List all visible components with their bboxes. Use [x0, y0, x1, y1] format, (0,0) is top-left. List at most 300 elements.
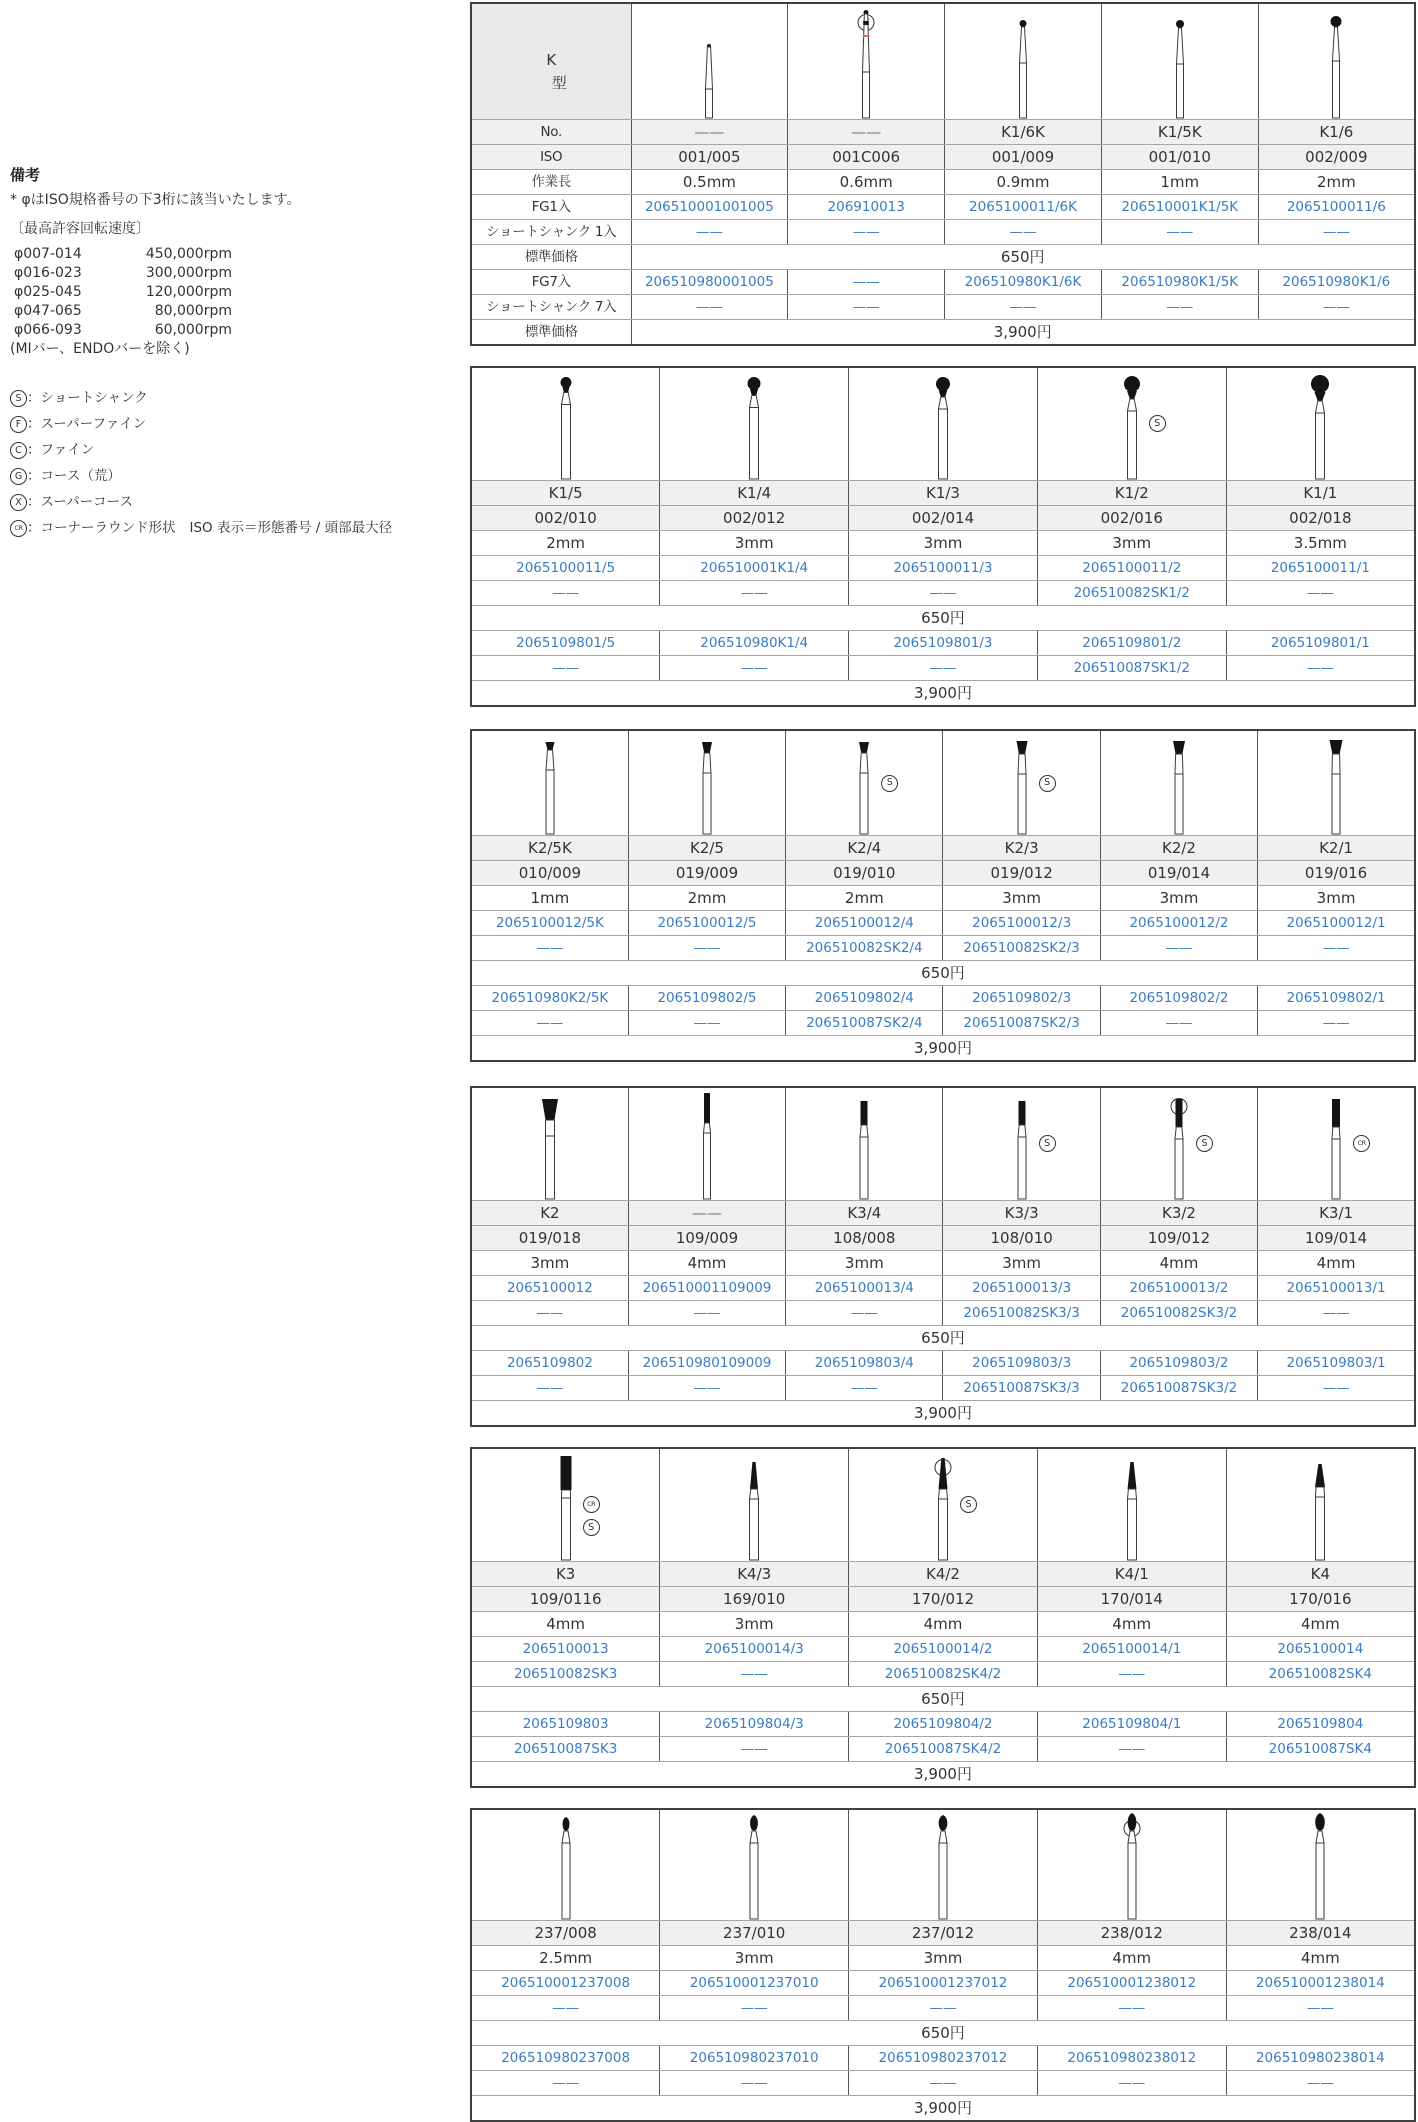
product-code-link[interactable]: 2065109802/3: [943, 986, 1100, 1011]
legend-colon: ：: [27, 468, 41, 484]
product-code-link[interactable]: 2065109802: [471, 1351, 628, 1376]
bur-image-cell: [1037, 1448, 1226, 1562]
bur-image-cell: [1227, 1810, 1414, 1920]
ss7-row: [471, 1737, 1415, 1762]
product-code-link[interactable]: 2065109802/2: [1100, 986, 1257, 1011]
product-code-link[interactable]: 2065100014/3: [660, 1637, 849, 1662]
work-length-cell: 0.9mm: [945, 170, 1102, 195]
iso-row: [471, 145, 1415, 170]
no-row: [471, 481, 1415, 506]
legend-item: [10, 493, 450, 512]
s-shortshank-icon: S: [881, 775, 898, 792]
iso-code-cell: 019/014: [1100, 861, 1257, 886]
product-code-link[interactable]: 206510087SK2/4: [786, 1011, 943, 1036]
dash-placeholder: ——: [1100, 1011, 1257, 1036]
model-no-cell: K4: [1226, 1562, 1415, 1587]
iso-row: [471, 1921, 1415, 1946]
legend-colon: ：: [27, 390, 41, 406]
work-length-cell: 3mm: [943, 1251, 1100, 1276]
iso-code-cell: 238/012: [1037, 1921, 1226, 1946]
iso-code-cell: 001C006: [788, 145, 945, 170]
price-row: [471, 2096, 1415, 2122]
product-code-link[interactable]: 2065100013: [471, 1637, 660, 1662]
dash-placeholder: ——: [628, 1376, 785, 1401]
product-code-link[interactable]: 206510980238012: [1037, 2046, 1226, 2071]
iso-code-cell: 108/008: [786, 1226, 943, 1251]
product-code-link[interactable]: 2065109803: [471, 1712, 660, 1737]
dash-placeholder: ——: [788, 220, 945, 245]
work-length-cell: 3mm: [849, 531, 1038, 556]
fg1-row: [471, 556, 1415, 581]
inverted-cone-bur-icon: [1000, 740, 1044, 835]
product-table: [470, 1086, 1416, 1427]
product-code-link[interactable]: 206510082SK1/2: [1037, 581, 1226, 606]
product-code-link[interactable]: 2065100012: [471, 1276, 628, 1301]
ss1-row: [471, 220, 1415, 245]
product-code-link[interactable]: 2065109804: [1226, 1712, 1415, 1737]
legend-colon: ：: [27, 520, 41, 536]
work-length-cell: 3mm: [849, 1946, 1038, 1971]
iso-code-cell: 002/014: [849, 506, 1038, 531]
bur-image-cell: [660, 367, 849, 481]
micro-round-bur-banded-icon: [844, 9, 888, 119]
bur-image-cell: [1226, 367, 1415, 481]
len-row: [471, 170, 1415, 195]
price-row: [471, 1401, 1415, 1427]
product-code-link[interactable]: 206510980237010: [660, 2046, 849, 2071]
legend-label: コーナーラウンド形状: [40, 520, 176, 536]
dash-placeholder: ——: [788, 295, 945, 320]
ss1-row: [471, 936, 1415, 961]
iso-code-cell: 170/016: [1226, 1587, 1415, 1612]
row-label-cell: FG7入: [471, 270, 631, 295]
product-code-link[interactable]: 206510087SK3: [471, 1737, 660, 1762]
flame-bur-icon: [1110, 1812, 1154, 1920]
bur-image-cell: [472, 1088, 628, 1200]
bur-image-cell: [786, 730, 943, 836]
bur-image-row: [471, 1448, 1415, 1562]
s-shortshank-icon: S: [1196, 1135, 1213, 1152]
flame-bur-icon: [544, 1816, 588, 1920]
bur-image-cell: [1259, 4, 1414, 119]
bur-image-cell: [471, 1448, 660, 1562]
dash-placeholder: ——: [1226, 1996, 1415, 2021]
type-letter: K: [546, 50, 557, 69]
dash-placeholder: ——: [660, 1996, 849, 2021]
speed-rpm: 450,000rpm: [145, 246, 232, 262]
bur-image-cell: [471, 1809, 660, 1921]
work-length-cell: 3mm: [660, 1612, 849, 1637]
row-label-cell: ISO: [471, 145, 631, 170]
product-code-link[interactable]: 206510082SK4: [1226, 1662, 1415, 1687]
product-code-link[interactable]: 206510082SK2/4: [786, 936, 943, 961]
round-bur-icon: [1298, 374, 1342, 480]
dash-placeholder: ——: [849, 581, 1038, 606]
bur-image-cell: [1101, 731, 1257, 835]
product-code-link[interactable]: 2065100011/6K: [945, 195, 1102, 220]
legend-item: [10, 519, 450, 538]
product-code-link[interactable]: 206510980K2/5K: [471, 986, 628, 1011]
round-bur-icon: [1158, 19, 1202, 119]
legend-iso-note: ISO 表示＝形態番号 / 頭部最大径: [189, 520, 393, 536]
dash-placeholder: ——: [471, 2071, 660, 2096]
bur-image-cell: [943, 730, 1100, 836]
work-length-cell: 0.6mm: [788, 170, 945, 195]
product-table-k1-small: [470, 2, 1416, 346]
micro-round-bur-icon: [687, 43, 731, 119]
product-code-link[interactable]: 2065109803/2: [1100, 1351, 1257, 1376]
product-code-link[interactable]: 2065109804/3: [660, 1712, 849, 1737]
product-code-link[interactable]: 2065100013/4: [786, 1276, 943, 1301]
work-length-cell: 0.5mm: [631, 170, 788, 195]
bur-image-cell: [1038, 368, 1226, 480]
product-code-link[interactable]: 206510082SK3/3: [943, 1301, 1100, 1326]
cr-cornerround-icon: CR: [583, 1496, 600, 1513]
c-fine-icon: C: [10, 442, 27, 459]
product-code-link[interactable]: 2065100012/5K: [471, 911, 628, 936]
dash-placeholder: ——: [660, 1737, 849, 1762]
fg7-row: [471, 986, 1415, 1011]
speed-exclusion: (MIバー、ENDOバーを除く): [10, 341, 190, 357]
fg1-row: [471, 195, 1415, 220]
product-code-link[interactable]: 2065100012/5: [628, 911, 785, 936]
product-code-link[interactable]: 2065100014/2: [849, 1637, 1038, 1662]
model-no-cell: K2/3: [943, 836, 1100, 861]
dash-placeholder: ——: [1037, 1996, 1226, 2021]
type-kanji: 型: [551, 73, 567, 92]
inverted-cone-bur-icon: [528, 1098, 572, 1200]
product-code-link[interactable]: 2065109803/4: [786, 1351, 943, 1376]
product-code-link[interactable]: 2065100013/1: [1258, 1276, 1415, 1301]
work-length-cell: 4mm: [849, 1612, 1038, 1637]
product-code-link[interactable]: 2065109803/1: [1258, 1351, 1415, 1376]
product-code-link[interactable]: 206510082SK3/2: [1100, 1301, 1257, 1326]
product-code-link[interactable]: 206510980237008: [471, 2046, 660, 2071]
product-code-link[interactable]: 2065109802/4: [786, 986, 943, 1011]
product-code-link[interactable]: 206510087SK4: [1226, 1737, 1415, 1762]
dash-placeholder: ——: [788, 270, 945, 295]
product-code-link[interactable]: 2065109803/3: [943, 1351, 1100, 1376]
work-length-cell: 4mm: [628, 1251, 785, 1276]
ss7-row: [471, 1011, 1415, 1036]
product-code-link[interactable]: 206510087SK3/3: [943, 1376, 1100, 1401]
product-code-link[interactable]: 2065100012/1: [1258, 911, 1415, 936]
cylinder-bur-icon: [1157, 1098, 1201, 1200]
product-code-link[interactable]: 206510001K1/5K: [1101, 195, 1258, 220]
dash-placeholder: ——: [471, 1011, 628, 1036]
product-code-link[interactable]: 206910013: [788, 195, 945, 220]
product-code-link[interactable]: 206510001237010: [660, 1971, 849, 1996]
legend-colon: ：: [27, 494, 41, 510]
work-length-cell: 4mm: [1037, 1612, 1226, 1637]
model-no-cell: K4/1: [1037, 1562, 1226, 1587]
product-code-link[interactable]: 206510001237008: [471, 1971, 660, 1996]
dash-placeholder: ——: [471, 656, 660, 681]
price-value: 3,900円: [471, 1762, 1415, 1788]
speed-rpm: 80,000rpm: [154, 303, 232, 319]
bur-image-row: [471, 367, 1415, 481]
iso-code-cell: 019/016: [1258, 861, 1415, 886]
product-code-link[interactable]: 2065100014: [1226, 1637, 1415, 1662]
ss1-row: [471, 1662, 1415, 1687]
work-length-cell: 4mm: [1037, 1946, 1226, 1971]
product-code-link[interactable]: 2065100011/6: [1258, 195, 1415, 220]
product-code-link[interactable]: 2065100012/2: [1100, 911, 1257, 936]
bur-image-cell: [629, 1088, 785, 1200]
product-code-link[interactable]: 2065100012/3: [943, 911, 1100, 936]
product-code-link[interactable]: 2065109801/2: [1037, 631, 1226, 656]
inverted-cone-bur-icon: [1157, 740, 1201, 835]
cylinder-bur-icon: [842, 1100, 886, 1200]
product-code-link[interactable]: 206510980109009: [628, 1351, 785, 1376]
fg1-row: [471, 1971, 1415, 1996]
bur-image-row: [471, 730, 1415, 836]
iso-code-cell: 010/009: [471, 861, 628, 886]
dash-placeholder: ——: [1258, 1376, 1415, 1401]
product-code-link[interactable]: 2065109804/1: [1037, 1712, 1226, 1737]
product-code-link[interactable]: 2065100011/5: [471, 556, 660, 581]
product-code-link[interactable]: 206510980K1/6K: [945, 270, 1102, 295]
product-code-link[interactable]: 206510087SK3/2: [1100, 1376, 1257, 1401]
work-length-cell: 3mm: [943, 886, 1100, 911]
s-shortshank-icon: S: [1039, 1135, 1056, 1152]
model-no-cell: K1/1: [1226, 481, 1415, 506]
flame-bur-icon: [921, 1814, 965, 1920]
cr-cornerround-icon: CR: [1353, 1135, 1370, 1152]
f-superfine-icon: F: [10, 416, 27, 433]
cylinder-bur-icon: [544, 1455, 588, 1561]
bur-image-cell: [628, 730, 785, 836]
price-row: [471, 1762, 1415, 1788]
bur-image-cell: [786, 1087, 943, 1201]
bur-image-cell: [1101, 3, 1258, 120]
bur-image-row: [471, 3, 1415, 120]
dash-placeholder: ——: [628, 1011, 785, 1036]
legend-label: ショートシャンク: [40, 390, 148, 406]
fg7-row: [471, 631, 1415, 656]
price-row: [471, 1036, 1415, 1062]
product-code-link[interactable]: 206510980238014: [1226, 2046, 1415, 2071]
speed-range: φ047-065: [14, 303, 82, 319]
iso-code-cell: 238/014: [1226, 1921, 1415, 1946]
speed-rpm: 60,000rpm: [154, 322, 232, 338]
price-value: 650円: [471, 606, 1415, 631]
product-code-link[interactable]: 2065109801/1: [1226, 631, 1415, 656]
product-code-link[interactable]: 2065100011/2: [1037, 556, 1226, 581]
iso-row: [471, 1226, 1415, 1251]
product-code-link[interactable]: 206510001237012: [849, 1971, 1038, 1996]
product-code-link[interactable]: 206510001238012: [1037, 1971, 1226, 1996]
product-code-link[interactable]: 206510980K1/5K: [1101, 270, 1258, 295]
product-table-k3: [470, 1086, 1416, 1427]
fg1-row: [471, 1637, 1415, 1662]
model-no-cell: K1/5: [471, 481, 660, 506]
fg1-row: [471, 911, 1415, 936]
ss1-row: [471, 1996, 1415, 2021]
notes-remark: * φはISO規格番号の下3桁に該当いたします。: [10, 192, 301, 208]
type-header-cell: [471, 3, 631, 120]
bur-image-cell: [629, 731, 785, 835]
legend-label: ファイン: [40, 442, 95, 458]
ss7-row: [471, 1376, 1415, 1401]
dash-placeholder: ——: [849, 2071, 1038, 2096]
dash-placeholder: ——: [1037, 1662, 1226, 1687]
fg7-row: [471, 1712, 1415, 1737]
fg7-row: [471, 270, 1415, 295]
work-length-cell: 3.5mm: [1226, 531, 1415, 556]
price-value: 3,900円: [471, 681, 1415, 707]
product-code-link[interactable]: 2065109802/1: [1258, 986, 1415, 1011]
model-no-cell: K3/4: [786, 1201, 943, 1226]
len-row: [471, 1612, 1415, 1637]
bur-image-cell: [472, 368, 659, 480]
bur-image-cell: [1038, 1810, 1226, 1920]
iso-code-cell: 108/010: [943, 1226, 1100, 1251]
dash-placeholder: ——: [660, 1662, 849, 1687]
iso-code-cell: 237/010: [660, 1921, 849, 1946]
product-code-link[interactable]: 206510001238014: [1226, 1971, 1415, 1996]
catalog-tables: [470, 2, 1416, 2122]
cylinder-bur-icon: [1000, 1100, 1044, 1200]
bur-image-cell: [1100, 730, 1257, 836]
bur-image-cell: [1226, 1809, 1415, 1921]
iso-code-cell: 019/010: [786, 861, 943, 886]
product-code-link[interactable]: 2065109801/3: [849, 631, 1038, 656]
iso-code-cell: 237/012: [849, 1921, 1038, 1946]
iso-code-cell: 019/018: [471, 1226, 628, 1251]
bur-image-cell: [632, 4, 788, 119]
price-value: 3,900円: [631, 320, 1415, 346]
dash-placeholder: ——: [660, 581, 849, 606]
work-length-cell: 3mm: [660, 1946, 849, 1971]
bur-image-cell: [471, 730, 628, 836]
no-row: [471, 120, 1415, 145]
s-shortshank-icon: S: [583, 1519, 600, 1536]
ss1-row: [471, 581, 1415, 606]
dash-placeholder: ——: [471, 1301, 628, 1326]
product-code-link[interactable]: 2065109801/5: [471, 631, 660, 656]
bur-image-row: [471, 1087, 1415, 1201]
dash-placeholder: ——: [628, 1201, 785, 1226]
product-code-link[interactable]: 2065100011/1: [1226, 556, 1415, 581]
speed-row: [14, 283, 232, 302]
model-no-cell: K1/5K: [1101, 120, 1258, 145]
product-code-link[interactable]: 206510082SK4/2: [849, 1662, 1038, 1687]
product-table-k4: [470, 1447, 1416, 1788]
product-code-link[interactable]: 206510087SK2/3: [943, 1011, 1100, 1036]
iso-code-cell: 002/010: [471, 506, 660, 531]
product-code-link[interactable]: 206510001K1/4: [660, 556, 849, 581]
bur-image-cell: [1100, 1087, 1257, 1201]
model-no-cell: K2/5K: [471, 836, 628, 861]
product-code-link[interactable]: 2065100011/3: [849, 556, 1038, 581]
ss7-row: [471, 656, 1415, 681]
bur-image-cell: [472, 731, 628, 835]
work-length-cell: 3mm: [1258, 886, 1415, 911]
dash-placeholder: ——: [1101, 295, 1258, 320]
product-code-link[interactable]: 206510001109009: [628, 1276, 785, 1301]
iso-code-cell: 002/009: [1258, 145, 1415, 170]
bur-image-cell: [628, 1087, 785, 1201]
speed-range: φ025-045: [14, 284, 82, 300]
dash-placeholder: ——: [1258, 1301, 1415, 1326]
bur-image-cell: [943, 1087, 1100, 1201]
inverted-cone-bur-icon: [685, 741, 729, 835]
len-row: [471, 1251, 1415, 1276]
work-length-cell: 4mm: [1226, 1612, 1415, 1637]
model-no-cell: K2/4: [786, 836, 943, 861]
fg1-row: [471, 1276, 1415, 1301]
product-code-link[interactable]: 2065109802/5: [628, 986, 785, 1011]
speed-range: φ066-093: [14, 322, 82, 338]
dash-placeholder: ——: [1101, 220, 1258, 245]
dash-placeholder: ——: [660, 2071, 849, 2096]
product-code-link[interactable]: 2065100013/2: [1100, 1276, 1257, 1301]
product-code-link[interactable]: 206510082SK2/3: [943, 936, 1100, 961]
product-code-link[interactable]: 206510082SK3: [471, 1662, 660, 1687]
bur-image-cell: [472, 1810, 659, 1920]
dash-placeholder: ——: [631, 295, 788, 320]
bur-image-cell: [849, 368, 1037, 480]
model-no-cell: K2/5: [628, 836, 785, 861]
len-row: [471, 886, 1415, 911]
product-table: [470, 1808, 1416, 2122]
symbol-legend: [10, 389, 450, 538]
speed-range: φ007-014: [14, 246, 82, 262]
product-code-link[interactable]: 206510087SK4/2: [849, 1737, 1038, 1762]
dash-placeholder: ——: [471, 581, 660, 606]
product-code-link[interactable]: 2065100014/1: [1037, 1637, 1226, 1662]
bur-image-cell: [786, 1088, 942, 1200]
inverted-cone-bur-icon: [528, 741, 572, 835]
product-code-link[interactable]: 206510980001005: [631, 270, 788, 295]
legend-item: [10, 415, 450, 434]
dash-placeholder: ——: [1037, 2071, 1226, 2096]
dash-placeholder: ——: [788, 120, 945, 145]
product-code-link[interactable]: 2065100012/4: [786, 911, 943, 936]
product-code-link[interactable]: 2065109804/2: [849, 1712, 1038, 1737]
product-code-link[interactable]: 206510980K1/4: [660, 631, 849, 656]
len-row: [471, 531, 1415, 556]
product-code-link[interactable]: 206510001001005: [631, 195, 788, 220]
s-shortshank-icon: S: [1039, 775, 1056, 792]
price-row: [471, 1326, 1415, 1351]
legend-item: [10, 441, 450, 460]
price-value: 3,900円: [471, 1401, 1415, 1427]
product-code-link[interactable]: 2065100013/3: [943, 1276, 1100, 1301]
speed-rpm: 300,000rpm: [145, 265, 232, 281]
speed-row: [14, 321, 232, 340]
legend-item: [10, 389, 450, 408]
iso-code-cell: 170/014: [1037, 1587, 1226, 1612]
dash-placeholder: ——: [945, 295, 1102, 320]
dash-placeholder: ——: [1258, 1011, 1415, 1036]
work-length-cell: 2mm: [1258, 170, 1415, 195]
work-length-cell: 3mm: [786, 1251, 943, 1276]
product-code-link[interactable]: 206510980K1/6: [1258, 270, 1415, 295]
work-length-cell: 3mm: [1037, 531, 1226, 556]
bur-image-cell: [471, 367, 660, 481]
work-length-cell: 1mm: [1101, 170, 1258, 195]
work-length-cell: 4mm: [1258, 1251, 1415, 1276]
product-code-link[interactable]: 206510087SK1/2: [1037, 656, 1226, 681]
dash-placeholder: ——: [945, 220, 1102, 245]
ss1-row: [471, 1301, 1415, 1326]
product-code-link[interactable]: 206510980237012: [849, 2046, 1038, 2071]
s-shortshank-icon: S: [10, 390, 27, 407]
cylinder-bur-icon: [685, 1092, 729, 1200]
round-bur-icon: [1110, 375, 1154, 480]
